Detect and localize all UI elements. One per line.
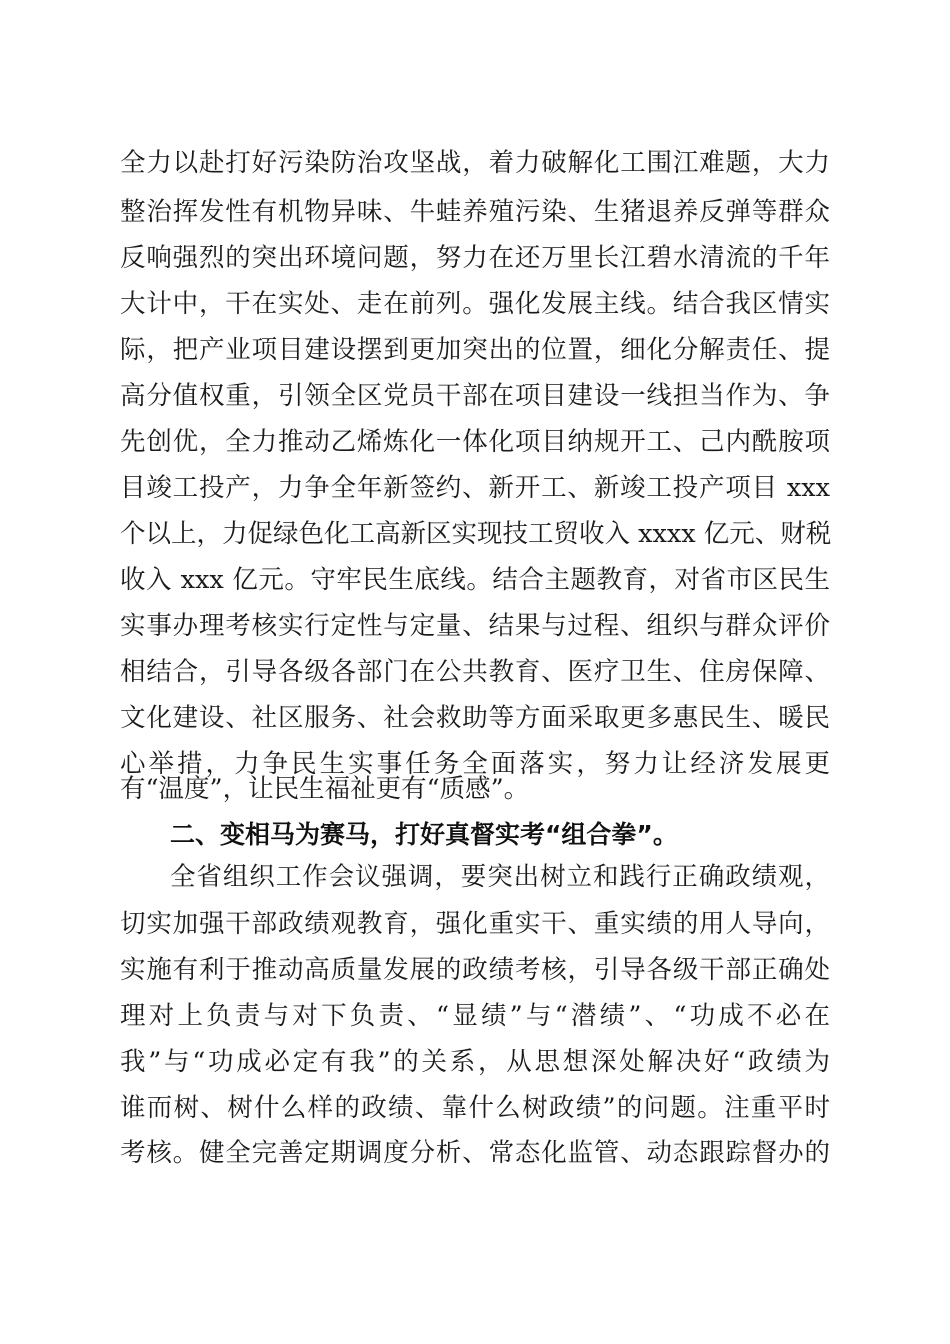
paragraph-line: 实事办理考核实行定性与定量、结果与过程、组织与群众评价 <box>120 611 830 641</box>
paragraph-line: 大计中，干在实处、走在前列。强化发展主线。结合我区情实 <box>120 289 830 319</box>
paragraph-line: 我”与“功成必定有我”的关系，从思想深处解决好“政绩为 <box>120 1047 830 1077</box>
paragraph-line: 际，把产业项目建设摆到更加突出的位置，细化分解责任、提 <box>120 335 830 365</box>
paragraph-line: 全力以赴打好污染防治攻坚战，着力破解化工围江难题，大力 <box>120 148 830 178</box>
paragraph-line: 相结合，引导各级各部门在公共教育、医疗卫生、住房保障、 <box>120 657 830 687</box>
paragraph-line: 个以上，力促绿色化工高新区实现技工贸收入 xxxx 亿元、财税 <box>120 519 832 549</box>
paragraph-line: 实施有利于推动高质量发展的政绩考核，引导各级干部正确处 <box>120 955 830 985</box>
paragraph-line: 整治挥发性有机物异味、牛蛙养殖污染、生猪退养反弹等群众 <box>120 197 830 227</box>
paragraph-line: 心举措，力争民生实事任务全面落实，努力让经济发展更 <box>120 749 830 779</box>
paragraph-line: 收入 xxx 亿元。守牢民生底线。结合主题教育，对省市区民生 <box>120 565 830 595</box>
paragraph-line: 文化建设、社区服务、社会救助等方面采取更多惠民生、暖民 <box>120 703 830 733</box>
section-heading: 二、变相马为赛马，打好真督实考“组合拳”。 <box>170 820 678 849</box>
paragraph-line: 理对上负责与对下负责、“显绩”与“潜绩”、“功成不必在 <box>120 1001 830 1031</box>
paragraph-line: 考核。健全完善定期调度分析、常态化监管、动态跟踪督办的 <box>120 1138 830 1168</box>
paragraph-line: 先创优，全力推动乙烯炼化一体化项目纳规开工、己内酰胺项 <box>120 427 830 457</box>
paragraph-line: 有“温度”，让民生福祉更有“质感”。 <box>120 774 530 804</box>
paragraph-line: 目竣工投产，力争全年新签约、新开工、新竣工投产项目 xxx <box>120 473 830 503</box>
paragraph-line: 切实加强干部政绩观教育，强化重实干、重实绩的用人导向， <box>120 909 830 939</box>
paragraph-line: 谁而树、树什么样的政绩、靠什么树政绩”的问题。注重平时 <box>120 1093 830 1123</box>
paragraph-line: 全省组织工作会议强调，要突出树立和践行正确政绩观， <box>170 862 830 892</box>
paragraph-line: 高分值权重，引领全区党员干部在项目建设一线担当作为、争 <box>120 381 830 411</box>
paragraph-line: 反响强烈的突出环境问题，努力在还万里长江碧水清流的千年 <box>120 243 830 273</box>
